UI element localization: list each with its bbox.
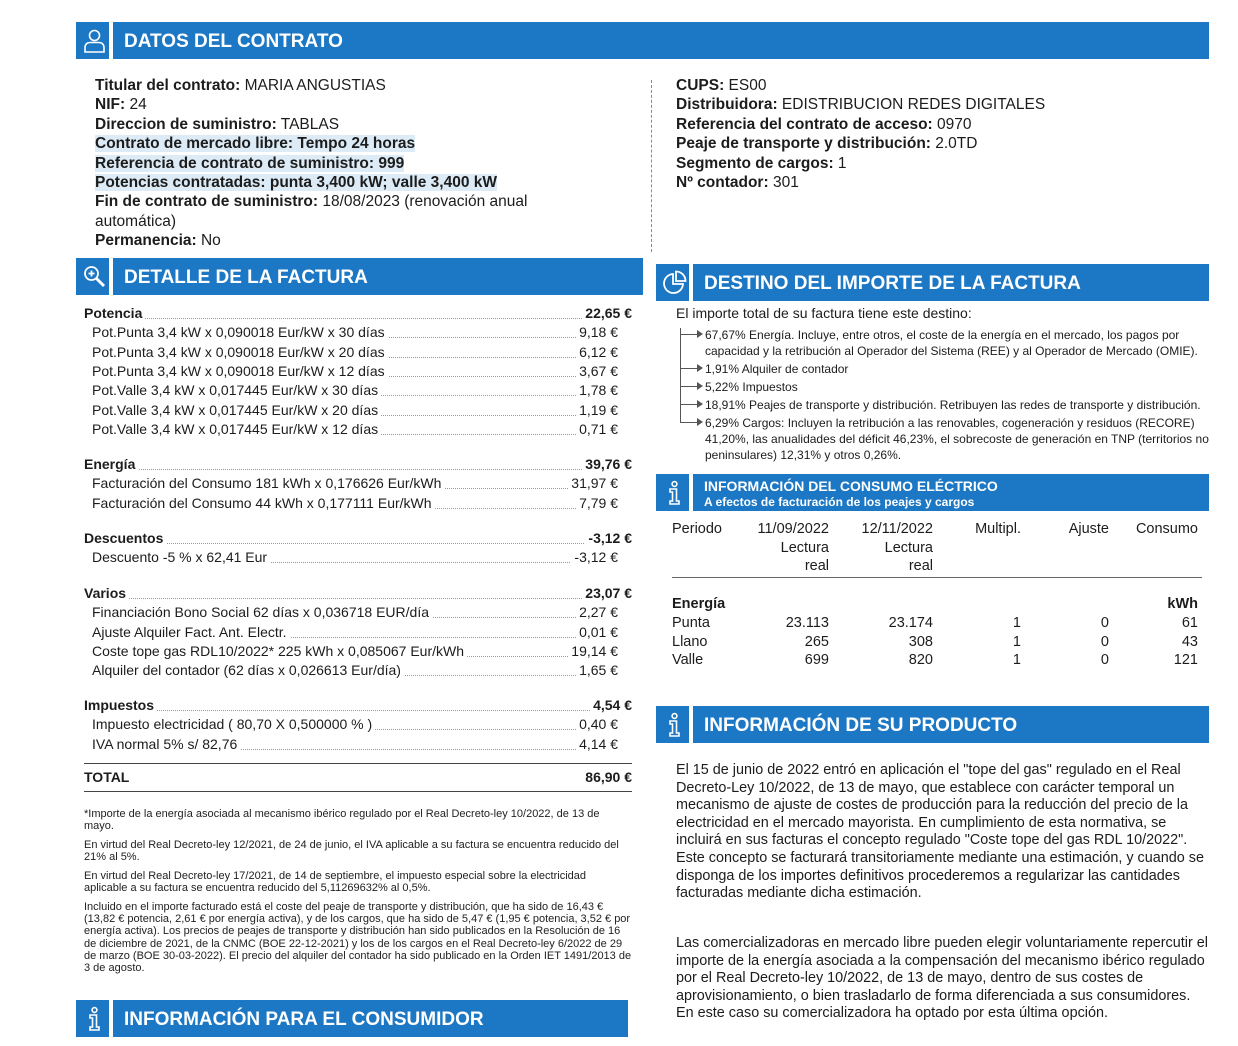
col-real2: real xyxy=(908,558,933,574)
invoice-line-amount: 3,67 € xyxy=(576,363,618,379)
total-row xyxy=(84,769,632,787)
invoice-line-amount: 2,27 € xyxy=(576,604,618,620)
consumption-cell-l1: 699 xyxy=(804,652,829,668)
consumption-cell-mult: 1 xyxy=(1012,633,1021,650)
column-divider xyxy=(651,80,652,252)
contract-field-label: NIF: xyxy=(95,96,126,114)
contract-field-label: Fin de contrato de suministro: xyxy=(95,193,319,211)
contract-field-label: Segmento de cargos: xyxy=(676,154,834,172)
destination-item-text: 1,91% Alquiler de contador xyxy=(705,362,849,376)
invoice-line-amount: 19,14 € xyxy=(568,643,618,659)
invoice-line-amount: 7,79 € xyxy=(576,495,618,511)
consumption-cell-ajuste: 0 xyxy=(1100,652,1109,668)
dotted-leader xyxy=(84,710,632,711)
invoice-line-label: Financiación Bono Social 62 días x 0,036718 EUR/día xyxy=(92,604,432,620)
invoice-line xyxy=(92,643,618,661)
contract-field-wrap xyxy=(95,77,386,94)
invoice-group-label: Energía xyxy=(84,456,138,472)
invoice-line-label: Descuento -5 % x 62,41 Eur xyxy=(92,549,270,565)
contract-field-label: CUPS: xyxy=(676,77,725,94)
arrow-right-icon xyxy=(697,400,703,408)
contract-field-value: 24 xyxy=(125,96,147,114)
contract-field xyxy=(95,212,176,231)
contract-field xyxy=(676,134,977,153)
contract-field-wrap xyxy=(95,193,527,210)
consumption-cell-periodo: Llano xyxy=(672,633,708,650)
consumption-title: INFORMACIÓN DEL CONSUMO ELÉCTRICO xyxy=(704,478,998,494)
invoice-group-amount: 4,54 € xyxy=(590,697,632,713)
contract-field-value: punta 3,400 kW; valle 3,400 kW xyxy=(265,174,498,191)
total-label: TOTAL xyxy=(84,769,132,785)
contract-field-value: 999 xyxy=(374,154,405,172)
contract-field-wrap xyxy=(95,116,339,133)
invoice-line-amount: 6,12 € xyxy=(576,344,618,360)
consumption-header xyxy=(656,474,1209,511)
invoice-line xyxy=(92,716,618,734)
arrow-right-icon xyxy=(697,418,703,426)
invoice-group-amount: 23,07 € xyxy=(582,585,632,601)
invoice-line xyxy=(92,495,618,513)
invoice-line-amount: 0,01 € xyxy=(576,624,618,640)
pie-chart-icon xyxy=(656,264,693,301)
invoice-line-label: Coste tope gas RDL10/2022* 225 kWh x 0,085067 Eur/kWh xyxy=(92,643,467,659)
invoice-group xyxy=(84,697,632,715)
consumption-cell-consumo: 43 xyxy=(1181,633,1198,650)
contract-field-label: Referencia del contrato de acceso: xyxy=(676,115,933,133)
contract-field-value: EDISTRIBUCION REDES DIGITALES xyxy=(777,96,1046,114)
invoice-line-amount: 31,97 € xyxy=(568,475,618,491)
invoice-line xyxy=(92,549,618,567)
col-date1: 11/09/2022 xyxy=(757,521,829,537)
col-lectura2: Lectura xyxy=(884,540,933,556)
invoice-line-amount: 1,19 € xyxy=(576,402,618,418)
invoice-group-label: Potencia xyxy=(84,305,145,321)
invoice-line-amount: 4,14 € xyxy=(576,736,618,752)
invoice-group-amount: -3,12 € xyxy=(585,530,632,546)
contract-field xyxy=(95,154,404,173)
contract-field-value: No xyxy=(196,232,221,250)
contract-field-wrap xyxy=(95,174,497,191)
contract-field-label: Contrato de mercado libre: xyxy=(95,135,294,153)
contract-header xyxy=(76,22,1209,59)
contract-field xyxy=(95,95,147,114)
contract-field-value: ES00 xyxy=(724,77,767,94)
contract-field-label: Nº contador: xyxy=(676,174,769,191)
contract-field-label: Potencias contratadas: xyxy=(95,174,266,191)
destination-header xyxy=(656,264,1209,301)
total-divider-bottom xyxy=(84,791,632,792)
user-icon xyxy=(76,22,113,59)
invoice-line-amount: -3,12 € xyxy=(571,549,618,565)
consumption-cell-l1: 265 xyxy=(804,633,829,650)
invoice-line xyxy=(92,402,618,420)
contract-field-value: TABLAS xyxy=(276,115,340,133)
invoice-line xyxy=(92,736,618,754)
contract-field xyxy=(676,115,972,134)
invoice-group xyxy=(84,305,632,323)
contract-field-value: 2.0TD xyxy=(930,135,978,153)
invoice-line xyxy=(92,324,618,342)
contract-field-wrap xyxy=(95,135,415,152)
consumer-info-header xyxy=(76,1000,628,1037)
destination-intro: El importe total de su factura tiene este destino: xyxy=(676,305,972,321)
info-icon xyxy=(656,474,693,511)
invoice-line xyxy=(92,624,618,642)
consumption-cell-consumo: 121 xyxy=(1173,652,1198,668)
contract-field-wrap xyxy=(95,155,404,172)
consumption-cell-mult: 1 xyxy=(1012,652,1021,668)
total-amount: 86,90 € xyxy=(582,769,632,785)
invoice-line-label: Pot.Punta 3,4 kW x 0,090018 Eur/kW x 12 días xyxy=(92,363,388,379)
total-divider-top xyxy=(84,763,632,764)
arrow-right-icon xyxy=(697,330,703,338)
consumption-cell-periodo: Punta xyxy=(672,615,710,631)
invoice-detail-header xyxy=(76,258,643,295)
energy-section-label: Energía xyxy=(672,596,726,612)
col-periodo: Periodo xyxy=(672,521,722,537)
contract-field xyxy=(676,173,799,192)
arrow-right-icon xyxy=(697,364,703,372)
contract-field-label: Permanencia: xyxy=(95,232,197,250)
contract-field-label: Titular del contrato: xyxy=(95,77,241,94)
consumption-cell-l2: 308 xyxy=(908,633,933,650)
arrow-right-icon xyxy=(697,382,703,390)
destination-item-text: 18,91% Peajes de transporte y distribución. Retribuyen las redes de transporte y distribución. xyxy=(705,398,1201,412)
note-1: *Importe de la energía asociada al mecanismo ibérico regulado por el Real Decreto-ley 10/2022, de 13 de mayo. xyxy=(84,808,600,833)
contract-title: DATOS DEL CONTRATO xyxy=(124,31,343,52)
invoice-line xyxy=(92,344,618,362)
contract-field-value: 18/08/2023 (renovación anual xyxy=(318,193,528,211)
contract-field xyxy=(95,115,339,134)
invoice-group-label: Impuestos xyxy=(84,697,157,713)
destination-item-text: 5,22% Impuestos xyxy=(705,380,798,394)
consumption-cell-mult: 1 xyxy=(1012,615,1021,631)
contract-field xyxy=(676,76,766,95)
invoice-line-amount: 0,71 € xyxy=(576,421,618,437)
energy-unit: kWh xyxy=(1167,596,1198,612)
dotted-leader xyxy=(84,469,632,470)
invoice-line-label: Pot.Valle 3,4 kW x 0,017445 Eur/kW x 20 días xyxy=(92,402,381,418)
invoice-detail-title: DETALLE DE LA FACTURA xyxy=(124,267,368,288)
magnifier-icon xyxy=(76,258,113,295)
product-info-title: INFORMACIÓN DE SU PRODUCTO xyxy=(704,715,1018,736)
info-icon xyxy=(76,1000,113,1037)
invoice-line xyxy=(92,421,618,439)
consumption-cell-l1: 23.113 xyxy=(785,615,829,631)
contract-field-value: 0970 xyxy=(932,115,972,133)
contract-field xyxy=(95,192,527,211)
consumption-cell-l2: 23.174 xyxy=(888,615,933,631)
consumption-divider xyxy=(672,577,1202,578)
contract-field-value: Tempo 24 horas xyxy=(293,135,416,153)
note-2: En virtud del Real Decreto-ley 12/2021, de 24 de junio, el IVA aplicable a su factura se encuentra reducido del 21% al 5%. xyxy=(84,839,619,864)
contract-field-wrap xyxy=(95,213,176,230)
destination-title: DESTINO DEL IMPORTE DE LA FACTURA xyxy=(704,273,1081,294)
invoice-line-label: Pot.Valle 3,4 kW x 0,017445 Eur/kW x 30 días xyxy=(92,382,381,398)
col-ajuste: Ajuste xyxy=(1068,521,1109,537)
contract-field-value: automática) xyxy=(95,212,176,230)
dotted-leader xyxy=(84,598,632,599)
invoice-group-amount: 39,76 € xyxy=(582,456,632,472)
col-lectura1: Lectura xyxy=(780,540,829,556)
col-consumo: Consumo xyxy=(1135,521,1198,537)
invoice-line xyxy=(92,363,618,381)
contract-field-wrap xyxy=(95,96,147,113)
consumption-cell-l2: 820 xyxy=(908,652,933,668)
invoice-line-label: Pot.Valle 3,4 kW x 0,017445 Eur/kW x 12 días xyxy=(92,421,381,437)
invoice-line-label: Alquiler del contador (62 días x 0,026613 Eur/día) xyxy=(92,662,404,678)
invoice-line xyxy=(92,604,618,622)
invoice-line-amount: 1,78 € xyxy=(576,382,618,398)
invoice-line-label: Pot.Punta 3,4 kW x 0,090018 Eur/kW x 20 días xyxy=(92,344,388,360)
invoice-line-amount: 9,18 € xyxy=(576,324,618,340)
contract-field xyxy=(676,95,1045,114)
contract-field xyxy=(95,173,497,192)
contract-field xyxy=(95,134,415,153)
destination-tree-line xyxy=(680,328,690,422)
consumer-info-title: INFORMACIÓN PARA EL CONSUMIDOR xyxy=(124,1009,484,1030)
consumption-cell-consumo: 61 xyxy=(1181,615,1198,631)
invoice-line xyxy=(92,475,618,493)
consumption-cell-ajuste: 0 xyxy=(1100,633,1109,650)
col-date2: 12/11/2022 xyxy=(861,521,933,537)
contract-field-value: 1 xyxy=(833,154,847,172)
destination-item-text: 67,67% Energía. Incluye, entre otros, el coste de la energía en el mercado, los pagos por capacidad y la retribución al Operador del Sistema (REE) y al Operador de Mercado (OMIE). xyxy=(705,328,1198,358)
invoice-line-amount: 1,65 € xyxy=(576,662,618,678)
product-paragraph-1: El 15 de junio de 2022 entró en aplicación el "tope del gas" regulado en el Real Decreto-Ley 10/2022, de 13 de mayo, que establece con carácter temporal un mecanismo de ajuste de costes de producción para la reducción del precio de la electricidad en el mercado mayorista. En cumplimiento de esta normativa, se incluirá en sus facturas el concepto regulado "Coste tope del gas RDL 10/2022". Este concepto se facturará transitoriamente mediante una estimación, y cuando se disponga de los importes definitivos procederemos a regularizar las cantidades facturadas mediante dicha estimación. xyxy=(676,762,1204,902)
invoice-line-label: IVA normal 5% s/ 82,76 xyxy=(92,736,240,752)
invoice-line-label: Facturación del Consumo 181 kWh x 0,176626 Eur/kWh xyxy=(92,475,444,491)
invoice-group xyxy=(84,585,632,603)
invoice-line-amount: 0,40 € xyxy=(576,716,618,732)
contract-field-label: Direccion de suministro: xyxy=(95,115,277,133)
contract-field-label: Referencia de contrato de suministro: xyxy=(95,154,375,172)
invoice-line xyxy=(92,662,618,680)
product-paragraph-2: Las comercializadoras en mercado libre pueden elegir voluntariamente repercutir el importe de la energía asociada a la compensación del mecanismo ibérico regulado por el Real Decreto-ley 10/2022, de 13 de mayo, dentro de sus costes de aprovisionamiento, o bien trasladarlo de forma diferenciada a sus consumidores. En este caso su comercializadora ha optado por esta última opción. xyxy=(676,935,1208,1022)
invoice-line-label: Ajuste Alquiler Fact. Ant. Electr. xyxy=(92,624,290,640)
product-info-header xyxy=(656,706,1209,743)
invoice-line-label: Pot.Punta 3,4 kW x 0,090018 Eur/kW x 30 días xyxy=(92,324,388,340)
consumption-cell-periodo: Valle xyxy=(672,652,704,668)
contract-field-wrap xyxy=(95,232,221,249)
contract-field-label: Peaje de transporte y distribución: xyxy=(676,135,931,153)
invoice-group-label: Descuentos xyxy=(84,530,166,546)
invoice-group xyxy=(84,530,632,548)
invoice-line-label: Facturación del Consumo 44 kWh x 0,177111 Eur/kWh xyxy=(92,495,435,511)
col-multipl: Multipl. xyxy=(975,521,1021,537)
contract-field xyxy=(95,231,221,250)
contract-field xyxy=(95,76,386,95)
invoice-group-label: Varios xyxy=(84,585,129,601)
contract-field-label: Distribuidora: xyxy=(676,96,778,114)
invoice-group-amount: 22,65 € xyxy=(582,305,632,321)
invoice-line xyxy=(92,382,618,400)
col-real1: real xyxy=(804,558,829,574)
consumption-cell-ajuste: 0 xyxy=(1100,615,1109,631)
invoice-line-label: Impuesto electricidad ( 80,70 X 0,500000 % ) xyxy=(92,716,375,732)
note-3: En virtud del Real Decreto-ley 17/2021, de 14 de septiembre, el impuesto especial sobre la electricidad aplicable a su factura se encuentra reducido del 5,11269632% al 0,5%. xyxy=(84,870,587,895)
dotted-leader xyxy=(84,318,632,319)
info-icon xyxy=(656,706,693,743)
contract-field xyxy=(676,154,847,173)
invoice-group xyxy=(84,456,632,474)
destination-item-text: 6,29% Cargos: Incluyen la retribución a las renovables, cogeneración y residuos (RECORE) 41,20%, las anualidades del déficit 46,23%, el sobrecoste de generación en TNP (territorios no peninsulares) 12,31% y otros 0,26%. xyxy=(705,416,1209,462)
contract-field-value: 301 xyxy=(768,174,799,191)
note-4: Incluido en el importe facturado está el coste del peaje de transporte y distribución, que ha sido de 16,43 € (13,82 € potencia, 2,61 € por energía activa), y de los cargos, que ha sido de 5,47 € (1,95 € potencia, 3,52 € por energía activa). Los precios de peajes de transporte y distribución han sido publicados en la Resolución de 16 de diciembre de 2021, de la CNMC (BOE 22-12-2021) y los de los cargos en el Real Decreto-ley 6/2022 de 29 de marzo (BOE 30-03-2022). El precio del alquiler del contador ha sido publicado en la Orden IET 1491/2013 de 3 de agosto. xyxy=(84,901,632,975)
consumption-subtitle: A efectos de facturación de los peajes y cargos xyxy=(704,495,975,509)
contract-field-value: MARIA ANGUSTIAS xyxy=(240,77,386,94)
